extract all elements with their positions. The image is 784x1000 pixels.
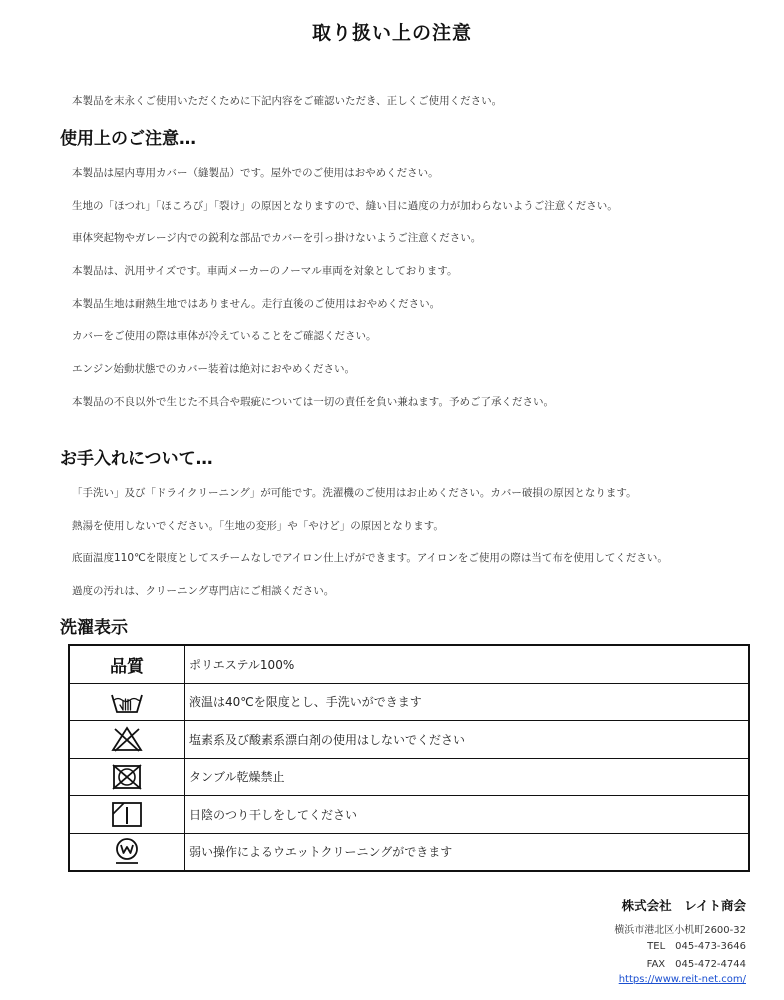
gentle-wet-clean-icon: [110, 837, 144, 867]
shade-line-dry-icon: [110, 800, 144, 828]
usage-item: エンジン始動状態でのカバー装着は絶対におやめください。: [72, 363, 355, 376]
care-instruction: 塩素系及び酸素系漂白剤の使用はしないでください: [185, 721, 750, 759]
company-name: 株式会社 レイト商会: [621, 898, 746, 913]
care-item: 「手洗い」及び「ドライクリーニング」が可能です。洗濯機のご使用はお止めください。カバー破損の原因となります。: [72, 487, 637, 499]
usage-list: [72, 165, 618, 427]
symbol-cell: [69, 796, 185, 834]
company-tel: TEL 045-473-3646: [647, 941, 746, 952]
table-row: [69, 796, 749, 834]
usage-heading: 使用上のご注意…: [60, 129, 196, 149]
table-row: [69, 645, 749, 683]
company-address: 横浜市港北区小机町2600-32: [614, 925, 746, 936]
page-title: 取り扱い上の注意: [311, 22, 472, 44]
care-instruction: 弱い操作によるウエットクリーニングができます: [185, 833, 750, 871]
quality-label-cell: [69, 645, 185, 683]
table-row: [69, 758, 749, 796]
care-instruction: 液温は40℃を限度とし、手洗いができます: [185, 683, 750, 721]
usage-item: 本製品の不良以外で生じた不具合や瑕疵については一切の責任を負い兼ねます。予めご了承ください。: [72, 395, 554, 408]
table-row: [69, 833, 749, 871]
table-row: [69, 683, 749, 721]
hand-wash-icon: [110, 688, 144, 716]
intro-text: 本製品を末永くご使用いただくために下記内容をご確認いただき、正しくご使用ください。: [72, 95, 503, 107]
quality-value: ポリエステル100%: [185, 645, 750, 683]
care-item: 底面温度110℃を限度としてスチームなしでアイロン仕上げができます。アイロンをご使用の際は当て布を使用してください。: [72, 552, 668, 564]
care-heading: お手入れについて…: [60, 449, 213, 469]
symbol-cell: [69, 721, 185, 759]
company-url-link[interactable]: https://www.reit-net.com/: [618, 974, 746, 985]
usage-item: 生地の「ほつれ」「ほころび」「裂け」の原因となりますので、縫い目に過度の力が加わらないようご注意ください。: [72, 199, 618, 212]
care-list: [72, 485, 668, 615]
no-bleach-icon: [110, 725, 144, 753]
laundry-table: [68, 644, 750, 872]
symbol-cell: [69, 833, 185, 871]
quality-label: 品質: [110, 656, 144, 677]
usage-item: 車体突起物やガレージ内での鋭利な部品でカバーを引っ掛けないようご注意ください。: [72, 232, 482, 245]
care-instruction: タンブル乾燥禁止: [185, 758, 750, 796]
usage-item: 本製品は、汎用サイズです。車両メーカーのノーマル車両を対象としております。: [72, 265, 458, 278]
care-item: 熱湯を使用しないでください。「生地の変形」や「やけど」の原因となります。: [72, 519, 444, 532]
laundry-heading: 洗濯表示: [60, 618, 128, 638]
symbol-cell: [69, 758, 185, 796]
no-tumble-dry-icon: [110, 763, 144, 791]
usage-item: 本製品生地は耐熱生地ではありません。走行直後のご使用はおやめください。: [72, 297, 441, 310]
table-row: [69, 721, 749, 759]
care-item: 過度の汚れは、クリーニング専門店にご相談ください。: [72, 584, 335, 597]
usage-item: カバーをご使用の際は車体が冷えていることをご確認ください。: [72, 330, 377, 343]
symbol-cell: [69, 683, 185, 721]
company-fax: FAX 045-472-4744: [646, 959, 746, 970]
usage-item: 本製品は屋内専用カバー（縫製品）です。屋外でのご使用はおやめください。: [72, 167, 439, 179]
care-instruction: 日陰のつり干しをしてください: [185, 796, 750, 834]
